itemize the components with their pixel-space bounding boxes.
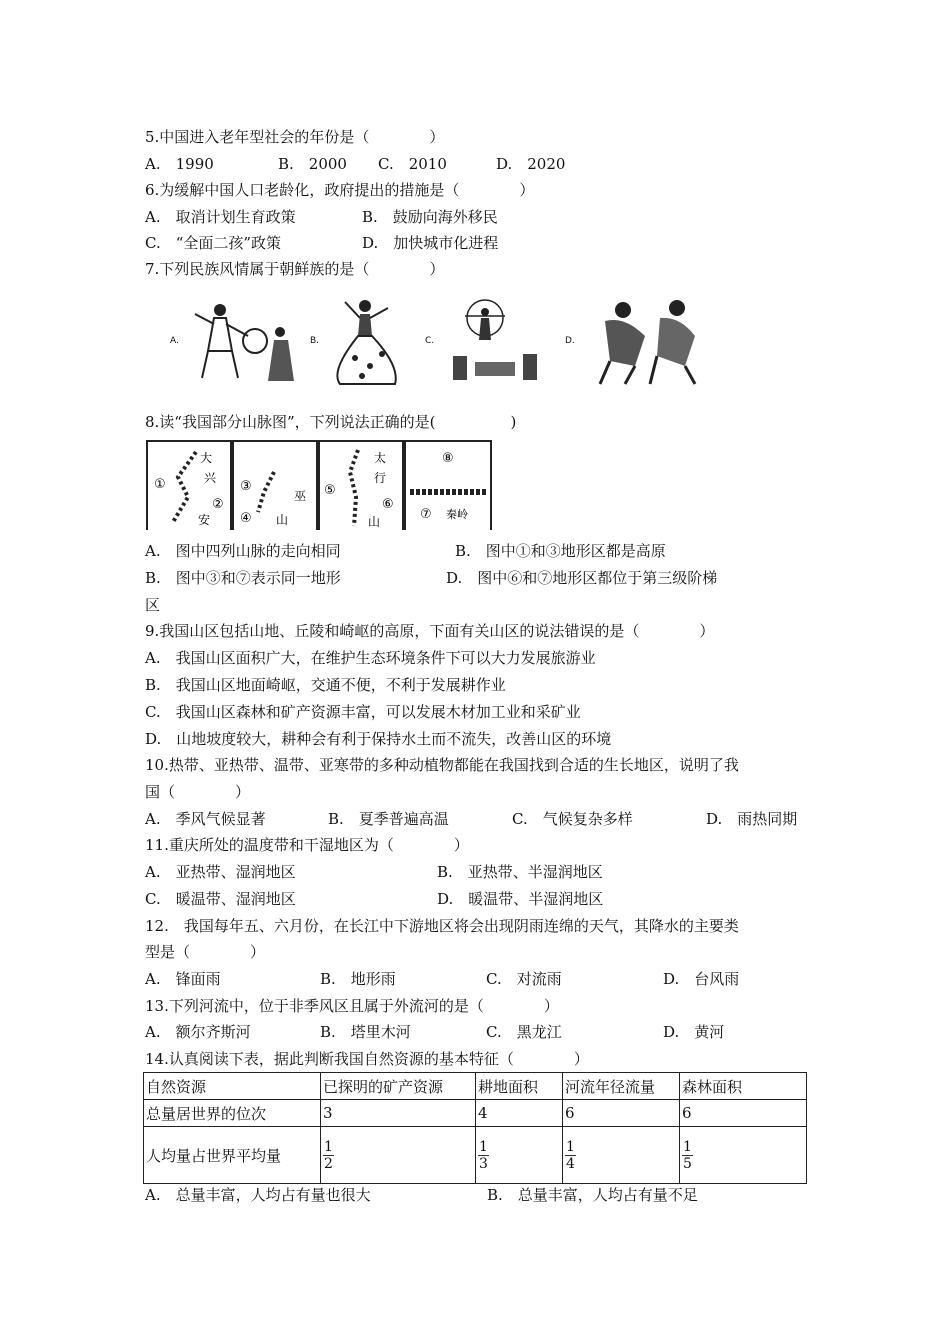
map-label-6: ⑥ bbox=[382, 497, 394, 512]
q7-label-c: C. bbox=[425, 336, 435, 346]
table-cell bbox=[476, 1127, 563, 1184]
fraction-denominator: 2 bbox=[324, 1155, 333, 1172]
q13-stem: 13.下列河流中，位于非季风区且属于外流河的是（ ） bbox=[145, 997, 559, 1015]
q13-option-c: C. 黑龙江 bbox=[486, 1023, 562, 1041]
q6-stem: 6.为缓解中国人口老龄化，政府提出的措施是（ ） bbox=[145, 181, 535, 199]
table-cell: 4 bbox=[476, 1100, 563, 1127]
map-panel-2 bbox=[232, 440, 318, 530]
map-panel-1 bbox=[146, 440, 232, 530]
map-label-7: ⑦ bbox=[420, 507, 432, 522]
map-label-4: ④ bbox=[240, 511, 252, 526]
q5-option-b: B. 2000 bbox=[278, 155, 347, 173]
table-row bbox=[144, 1100, 807, 1127]
fraction-numerator: 1 bbox=[479, 1138, 488, 1155]
q9-option-b: B. 我国山区地面崎岖，交通不便，不利于发展耕作业 bbox=[145, 676, 506, 694]
q10-option-d: D. 雨热同期 bbox=[706, 810, 798, 828]
q10-option-b: B. 夏季普遍高温 bbox=[328, 810, 449, 828]
q10-option-a: A. 季风气候显著 bbox=[145, 810, 266, 828]
table-cell: 人均量占世界平均量 bbox=[144, 1127, 321, 1184]
q8-option-b: B. 图中①和③地形区都是高原 bbox=[455, 542, 666, 560]
q12-option-c: C. 对流雨 bbox=[486, 970, 562, 988]
fraction-denominator: 5 bbox=[683, 1155, 692, 1172]
q9-option-c: C. 我国山区森林和矿产资源丰富，可以发展木材加工业和采矿业 bbox=[145, 703, 581, 721]
map-label-1: ① bbox=[154, 477, 166, 492]
q8-option-d-continued: 区 bbox=[145, 596, 161, 614]
q12-option-b: B. 地形雨 bbox=[320, 970, 396, 988]
q8-option-c: B. 图中③和⑦表示同一地形 bbox=[145, 569, 341, 587]
q11-option-a: A. 亚热带、湿润地区 bbox=[145, 863, 296, 881]
table-header-cell: 已探明的矿产资源 bbox=[321, 1073, 476, 1100]
q8-option-a: A. 图中四列山脉的走向相同 bbox=[145, 542, 341, 560]
map-label-hang: 行 bbox=[374, 471, 387, 485]
q6-option-b: B. 鼓励向海外移民 bbox=[362, 208, 498, 226]
table-header-cell: 自然资源 bbox=[144, 1073, 321, 1100]
map-label-shan-1: 山 bbox=[276, 513, 289, 527]
q12-option-a: A. 锋面雨 bbox=[145, 970, 221, 988]
q11-option-b: B. 亚热带、半湿润地区 bbox=[437, 863, 603, 881]
q9-option-d: D. 山地坡度较大，耕种会有利于保持水土而不流失，改善山区的环境 bbox=[145, 730, 612, 748]
map-label-8: ⑧ bbox=[442, 451, 454, 466]
fraction bbox=[565, 1139, 576, 1172]
q12-option-d: D. 台风雨 bbox=[663, 970, 740, 988]
table-cell: 总量居世界的位次 bbox=[144, 1100, 321, 1127]
fraction-denominator: 3 bbox=[479, 1155, 488, 1172]
table-cell: 3 bbox=[321, 1100, 476, 1127]
table-row bbox=[144, 1127, 807, 1184]
q10-stem-line2: 国（ ） bbox=[145, 783, 251, 801]
mountain-range-map bbox=[146, 440, 491, 530]
fraction bbox=[478, 1139, 489, 1172]
resources-table bbox=[143, 1072, 807, 1184]
q10-option-c: C. 气候复杂多样 bbox=[512, 810, 633, 828]
q12-stem-line2: 型是（ ） bbox=[145, 943, 266, 961]
wrestlers-illustration bbox=[565, 296, 725, 388]
table-cell bbox=[680, 1127, 807, 1184]
q14-option-a: A. 总量丰富，人均占有量也很大 bbox=[145, 1186, 371, 1204]
q13-option-a: A. 额尔齐斯河 bbox=[145, 1023, 251, 1041]
q5-option-c: C. 2010 bbox=[378, 155, 447, 173]
q7-figure-row bbox=[170, 296, 730, 388]
q6-option-c: C. “全面二孩”政策 bbox=[145, 234, 282, 252]
map-label-wu: 巫 bbox=[294, 489, 307, 503]
table-header-cell: 河流年径流量 bbox=[563, 1073, 680, 1100]
q8-stem: 8.读“我国部分山脉图”，下列说法正确的是( ) bbox=[145, 413, 517, 431]
q13-option-b: B. 塔里木河 bbox=[320, 1023, 411, 1041]
q11-option-d: D. 暖温带、半湿润地区 bbox=[437, 890, 604, 908]
map-label-3: ③ bbox=[240, 479, 252, 494]
q7-label-b: B. bbox=[310, 336, 320, 346]
table-cell bbox=[563, 1127, 680, 1184]
q9-option-a: A. 我国山区面积广大，在维护生态环境条件下可以大力发展旅游业 bbox=[145, 649, 596, 667]
fraction-numerator: 1 bbox=[324, 1138, 333, 1155]
q11-stem: 11.重庆所处的温度带和干湿地区为（ ） bbox=[145, 836, 469, 854]
map-panel-4 bbox=[404, 440, 492, 530]
table-cell: 6 bbox=[680, 1100, 807, 1127]
q7-figure-c bbox=[425, 296, 550, 388]
map-label-shan-2: 山 bbox=[368, 515, 381, 529]
dancers-drum-illustration bbox=[170, 296, 300, 388]
q7-figure-a bbox=[170, 296, 300, 388]
q5-option-a: A. 1990 bbox=[145, 155, 214, 173]
map-panel-3 bbox=[318, 440, 404, 530]
q7-figure-d bbox=[565, 296, 725, 388]
fraction bbox=[323, 1139, 334, 1172]
q7-label-d: D. bbox=[565, 336, 575, 346]
table-header-cell: 森林面积 bbox=[680, 1073, 807, 1100]
map-label-xing: 兴 bbox=[204, 471, 217, 485]
table-header-row bbox=[144, 1073, 807, 1100]
swing-festival-illustration bbox=[425, 296, 550, 388]
map-label-tai: 太 bbox=[374, 451, 387, 465]
skirt-dancer-illustration bbox=[310, 296, 410, 388]
q5-option-d: D. 2020 bbox=[496, 155, 566, 173]
q7-stem: 7.下列民族风情属于朝鲜族的是（ ） bbox=[145, 260, 445, 278]
table-cell bbox=[321, 1127, 476, 1184]
table-cell: 6 bbox=[563, 1100, 680, 1127]
q5-stem: 5.中国进入老年型社会的年份是（ ） bbox=[145, 128, 445, 146]
fraction-denominator: 4 bbox=[566, 1155, 575, 1172]
fraction bbox=[682, 1139, 693, 1172]
q9-stem: 9.我国山区包括山地、丘陵和崎岖的高原，下面有关山区的说法错误的是（ ） bbox=[145, 622, 715, 640]
map-label-qinling: 秦岭 bbox=[446, 508, 468, 521]
q7-figure-b bbox=[310, 296, 410, 388]
map-label-5: ⑤ bbox=[324, 483, 336, 498]
q13-option-d: D. 黄河 bbox=[663, 1023, 725, 1041]
q11-option-c: C. 暖温带、湿润地区 bbox=[145, 890, 296, 908]
q6-option-d: D. 加快城市化进程 bbox=[362, 234, 499, 252]
q14-option-b: B. 总量丰富，人均占有量不足 bbox=[487, 1186, 698, 1204]
map-label-da: 大 bbox=[200, 451, 213, 465]
q8-option-d: D. 图中⑥和⑦地形区都位于第三级阶梯 bbox=[446, 569, 718, 587]
fraction-numerator: 1 bbox=[683, 1138, 692, 1155]
map-label-2: ② bbox=[212, 497, 224, 512]
fraction-numerator: 1 bbox=[566, 1138, 575, 1155]
q12-stem-line1: 12. 我国每年五、六月份，在长江中下游地区将会出现阴雨连绵的天气，其降水的主要类 bbox=[145, 917, 739, 935]
table-header-cell: 耕地面积 bbox=[476, 1073, 563, 1100]
map-label-an: 安 bbox=[198, 513, 211, 527]
q10-stem-line1: 10.热带、亚热带、温带、亚寒带的多种动植物都能在我国找到合适的生长地区，说明了我 bbox=[145, 756, 739, 774]
q7-label-a: A. bbox=[170, 336, 179, 346]
q14-stem: 14.认真阅读下表，据此判断我国自然资源的基本特征（ ） bbox=[145, 1050, 589, 1068]
q6-option-a: A. 取消计划生育政策 bbox=[145, 208, 296, 226]
